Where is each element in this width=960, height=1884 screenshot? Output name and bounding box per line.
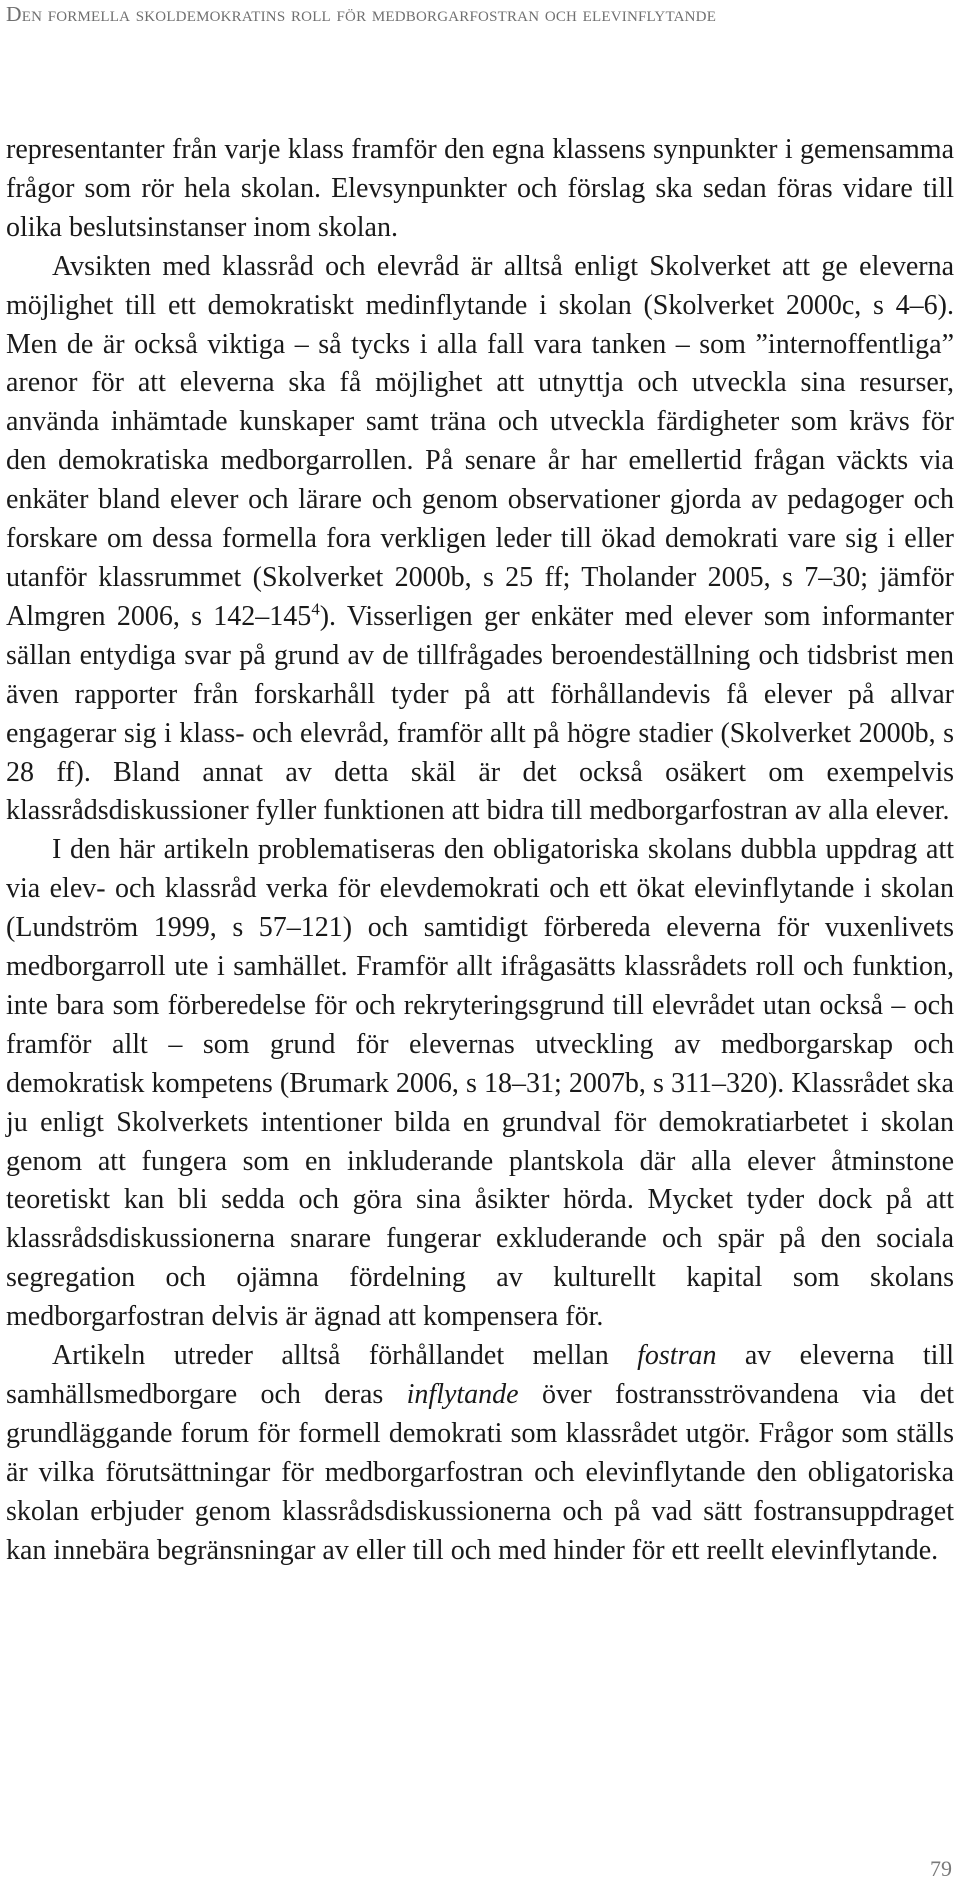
footnote-ref[interactable]: 4 bbox=[311, 599, 320, 619]
emphasis-fostran: fostran bbox=[637, 1340, 717, 1372]
paragraph-3: I den här artikeln problematiseras den obligatoriska skolans dubbla uppdrag att via elev- och klassråd verka för elevdemokrati och ett ökat elevinflytande i skolan (Lundström 1999, s 57–121) och samtidigt förbereda eleverna för vuxenlivets medborgarroll ute i samhället. Framför allt ifrågasätts klassrådets roll och funktion, inte bara som förberedelse för och rekryteringsgrund till elevrådet utan också – och framför allt – som grund för elevernas utveckling av medborgarskap och demokratisk kompetens (Brumark 2006, s 18–31; 2007b, s 311–320). Klassrådet ska ju enligt Skolverkets intentioner bilda en grundval för demokratiarbetet i skolan genom att fungera som en inkluderande plantskola där alla elever åtminstone teoretiskt kan bli sedda och göra sina åsikter hörda. Mycket tyder dock på att klassrådsdiskussionerna snarare fungerar exkluderande och spär på den sociala segregation och ojämna fördelning av kulturellt kapital som skolans medborgarfostran delvis är ägnad att kompensera för. bbox=[6, 834, 954, 1333]
running-head: Den formella skoldemokratins roll för medborgarfostran och elevinflytande bbox=[6, 2, 717, 26]
paragraph-2 bbox=[6, 248, 954, 832]
page-number: 79 bbox=[930, 1856, 952, 1881]
paragraph-4 bbox=[6, 1337, 954, 1570]
paragraph-4-text-a: Artikeln utreder alltså förhållandet mellan bbox=[52, 1340, 638, 1372]
paragraph-2-text-a: Avsikten med klassråd och elevråd är alltså enligt Skolverket att ge eleverna möjlighet till ett demokratiskt medinflytande i skolan (Skolverket 2000c, s 4–6). Men de är också viktiga – så tycks i alla fall vara tanken – som ”internoffentliga” arenor för att eleverna ska få möjlighet att utnyttja och utveckla sina resurser, använda inhämtade kunskaper samt träna och utveckla färdigheter som krävs för den demokratiska medborgarrollen. På senare år har emellertid frågan väckts via enkäter bland elever och lärare och genom observationer gjorda av pedagoger och forskare om dessa formella fora verkligen leder till ökad demokrati vare sig i eller utanför klassrummet (Skolverket 2000b, s 25 ff; Tholander 2005, s 7–30; jämför Almgren 2006, s 142–145 bbox=[6, 250, 954, 632]
paragraph-1: representanter från varje klass framför den egna klassens synpunkter i gemensamma frågor som rör hela skolan. Elevsynpunkter och förslag ska sedan föras vidare till olika beslutsinstanser inom skolan. bbox=[6, 134, 954, 243]
body-text bbox=[6, 131, 954, 1571]
paragraph-2-text-b: ). Visserligen ger enkäter med elever som informanter sällan entydiga svar på grund av de tillfrågades beroendeställning och tidsbrist men även rapporter från forskarhåll tyder på att förhållandevis få elever på allvar engagerar sig i klass- och elevråd, framför allt på högre stadier (Skolverket 2000b, s 28 ff). Bland annat av detta skäl är det också osäkert om exempelvis klassrådsdiskussioner fyller funktionen att bidra till medborgarfostran av alla elever. bbox=[6, 600, 954, 827]
paragraph-4-text-b: av eleverna till samhällsmedborgare och deras bbox=[6, 1340, 954, 1410]
paragraph-4-text-c: över fostransströvandena via det grundläggande forum för formell demokrati som klassrådet utgör. Frågor som ställs är vilka förutsättningar för medborgarfostran och elevinflytande den obligatoriska skolan erbjuder genom klassrådsdiskussionerna och på vad sätt fostransuppdraget kan innebära begränsningar av eller till och med hinder för ett reellt elevinflytande. bbox=[6, 1379, 954, 1566]
emphasis-inflytande: inflytande bbox=[406, 1379, 519, 1410]
